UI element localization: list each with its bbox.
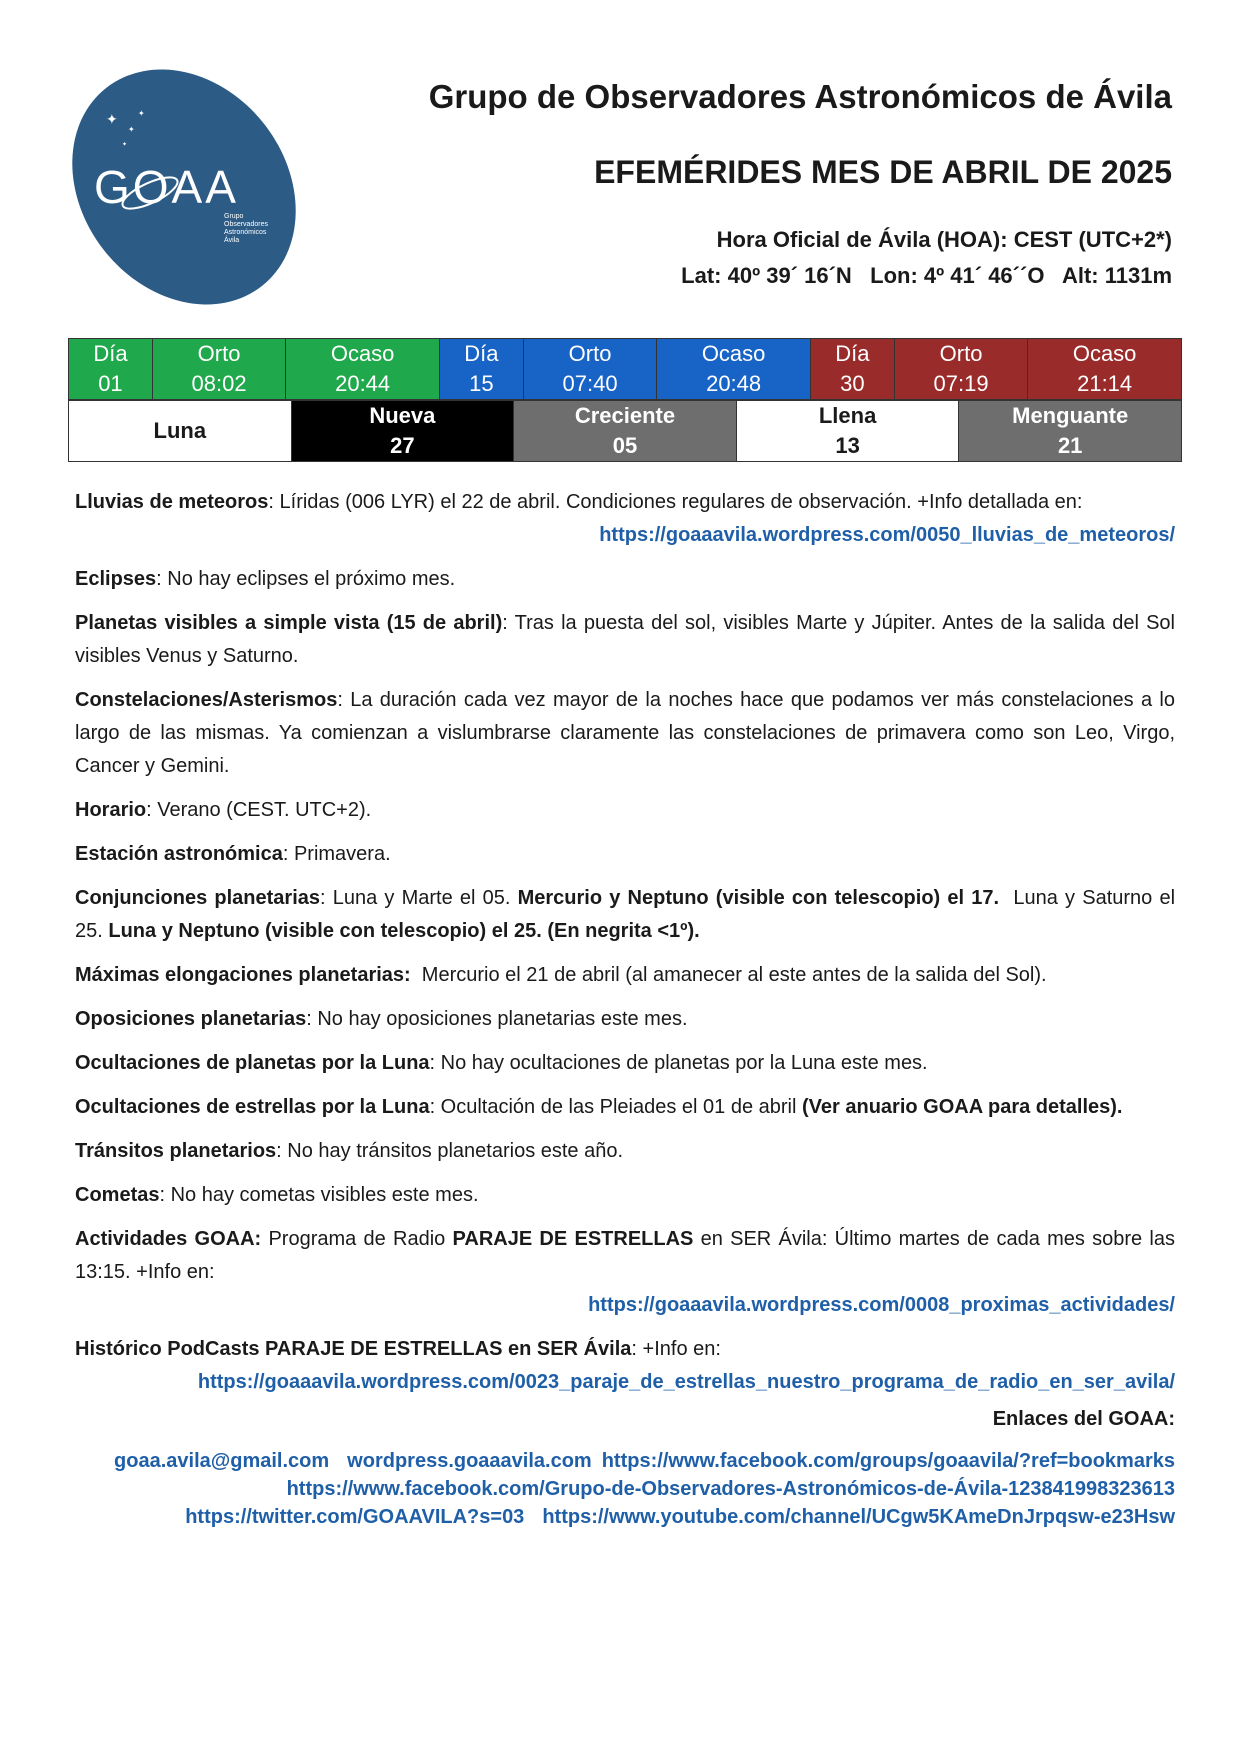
page-title: EFEMÉRIDES MES DE ABRIL DE 2025 (594, 154, 1172, 190)
section-eclipses: Eclipses: No hay eclipses el próximo mes. (75, 568, 456, 590)
moon-phase-creciente: Creciente 05 (514, 401, 737, 462)
section-cometas: Cometas: No hay cometas visibles este mes. (75, 1184, 479, 1206)
coordinates: Lat: 40º 39´ 16´N Lon: 4º 41´ 46´´O Alt: 1131m (681, 263, 1172, 288)
section-ocultaciones-estrellas: Ocultaciones de estrellas por la Luna: Ocultación de las Pleiades el 01 de abril (Ver anuario GOAA para detalles). (75, 1096, 1123, 1118)
sun-row-3-ocaso: Ocaso 21:14 (1028, 339, 1182, 400)
section-podcasts: Histórico PodCasts PARAJE DE ESTRELLAS en SER Ávila: +Info en: https://goaaavila.wordpress.com/0023_paraje_de_estrellas_nuestro_programa_de_radio_en_ser_avila/ (75, 1333, 1175, 1399)
logo-subtitle-4: Ávila (224, 237, 240, 244)
sun-row-2-orto: Orto 07:40 (523, 339, 656, 400)
logo-subtitle-1: Grupo (224, 213, 244, 220)
moon-phase-llena: Llena 13 (736, 401, 959, 462)
sun-row-1-orto: Orto 08:02 (152, 339, 285, 400)
actividades-link[interactable]: https://goaaavila.wordpress.com/0008_proximas_actividades/ (588, 1294, 1175, 1316)
goaa-logo (68, 68, 300, 306)
sun-row-3-orto: Orto 07:19 (894, 339, 1027, 400)
youtube-link[interactable]: https://www.youtube.com/channel/UCgw5KAmeDnJrpqsw-e23Hsw (542, 1506, 1175, 1528)
sun-row-2-ocaso: Ocaso 20:48 (657, 339, 811, 400)
podcasts-link[interactable]: https://goaaavila.wordpress.com/0023_paraje_de_estrellas_nuestro_programa_de_radio_en_ser_avila/ (197, 1371, 1175, 1393)
svg-text:✦: ✦ (138, 109, 145, 118)
header (429, 78, 1172, 299)
sun-row-3-dia: Día 30 (810, 339, 894, 400)
goaa-links (75, 1447, 1175, 1531)
sun-row-1-dia: Día 01 (69, 339, 153, 400)
section-oposiciones: Oposiciones planetarias: No hay oposiciones planetarias este mes. (75, 1008, 688, 1030)
wordpress-link[interactable]: wordpress.goaaavila.com (347, 1450, 592, 1472)
section-planetas: Planetas visibles a simple vista (15 de abril): Tras la puesta del sol, visibles Marte y Júpiter. Antes de la salida del Sol visibles Venus y Saturno. (75, 612, 1175, 667)
section-transitos: Tránsitos planetarios: No hay tránsitos planetarios este año. (75, 1140, 624, 1162)
sun-row-2-dia: Día 15 (439, 339, 523, 400)
logo-text: GOAA (94, 161, 239, 213)
moon-label: Luna (69, 401, 292, 462)
logo-subtitle-3: Astronómicos (224, 229, 267, 236)
section-ocultaciones-planetas: Ocultaciones de planetas por la Luna: No hay ocultaciones de planetas por la Luna este mes. (75, 1052, 928, 1074)
moon-phase-menguante: Menguante 21 (959, 401, 1182, 462)
section-meteoros: Lluvias de meteoros: Líridas (006 LYR) el 22 de abril. Condiciones regulares de observación. +Info detallada en: https://goaaavila.wordpress.com/0050_lluvias_de_meteoros/ (75, 486, 1175, 552)
svg-text:✦: ✦ (122, 142, 128, 148)
ephemerides-body (75, 486, 1181, 1531)
meteoros-link[interactable]: https://goaaavila.wordpress.com/0050_lluvias_de_meteoros/ (599, 524, 1175, 546)
org-name: Grupo de Observadores Astronómicos de Ávila (428, 78, 1172, 115)
facebook-page-link[interactable]: https://www.facebook.com/Grupo-de-Observadores-Astronómicos-de-Ávila-123841998323613 (286, 1478, 1175, 1500)
section-elongaciones: Máximas elongaciones planetarias: Mercurio el 21 de abril (al amanecer al este antes de la salida del Sol). (75, 964, 1047, 986)
section-horario: Horario: Verano (CEST. UTC+2). (75, 799, 372, 821)
svg-text:✦: ✦ (106, 111, 118, 127)
sun-table (68, 338, 1182, 400)
logo-subtitle-2: Observadores (224, 221, 268, 228)
section-estacion: Estación astronómica: Primavera. (75, 843, 391, 865)
section-constelaciones: Constelaciones/Asterismos: La duración cada vez mayor de la noches hace que podamos ver más constelaciones a lo largo de las mismas. Ya comienzan a vislumbrarse claramente las constelaciones de primavera como son Leo, Virgo, Cancer y Gemini. (75, 689, 1175, 777)
email-link[interactable]: goaa.avila@gmail.com (114, 1450, 330, 1472)
twitter-link[interactable]: https://twitter.com/GOAAVILA?s=03 (185, 1506, 525, 1528)
official-time: Hora Oficial de Ávila (HOA): CEST (UTC+2*) (716, 227, 1172, 252)
enlaces-heading: Enlaces del GOAA: (992, 1408, 1175, 1430)
sun-row-1-ocaso: Ocaso 20:44 (286, 339, 440, 400)
moon-phase-nueva: Nueva 27 (291, 401, 514, 462)
section-conjunciones: Conjunciones planetarias: Luna y Marte el 05. Mercurio y Neptuno (visible con telescopio) el 17. Luna y Saturno el 25. Luna y Neptuno (visible con telescopio) el 25. (En negrita <1º). (75, 887, 1181, 942)
section-actividades: Actividades GOAA: Programa de Radio PARAJE DE ESTRELLAS en SER Ávila: Último martes de cada mes sobre las 13:15. +Info en: https://goaaavila.wordpress.com/0008_proximas_actividades/ (75, 1223, 1175, 1322)
moon-table (68, 400, 1182, 462)
svg-text:✦: ✦ (128, 125, 135, 134)
facebook-group-link[interactable]: https://www.facebook.com/groups/goaavila/?ref=bookmarks (601, 1450, 1175, 1472)
